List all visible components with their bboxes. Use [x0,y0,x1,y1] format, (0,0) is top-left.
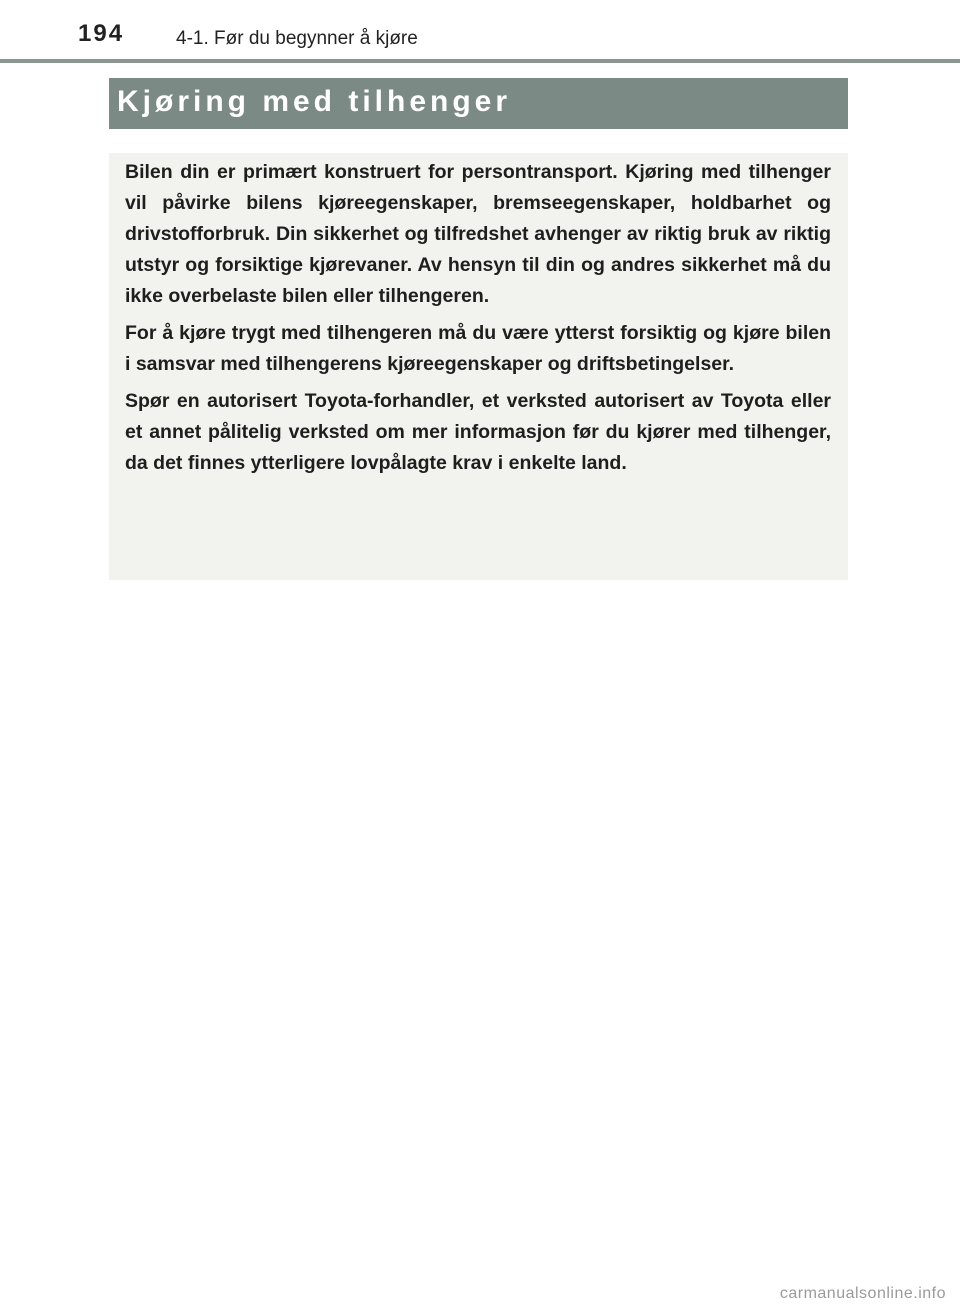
intro-paragraph: Bilen din er primært konstruert for persontransport. Kjøring med tilhenger vil påvirke bilens kjøreegenskaper, bremseegenskaper, holdbarhet og drivstofforbruk. Din sikkerhet og tilfredshet avhenger av riktig bruk av riktig utstyr og forsiktige kjørevaner. Av hensyn til din og andres sikkerhet må du ikke overbelaste bilen eller tilhengeren. [125,161,831,307]
section-reference: 4-1. Før du begynner å kjøre [176,28,418,49]
intro-box [109,153,848,580]
intro-paragraph: For å kjøre trygt med tilhengeren må du være ytterst forsiktig og kjøre bilen i samsvar med tilhengerens kjøreegenskaper og driftsbetingelser. [125,322,831,375]
section-title: Kjøring med tilhenger [117,85,512,118]
watermark: carmanualsonline.info [779,1285,946,1302]
header-divider [0,59,960,63]
page-number: 194 [78,20,125,47]
intro-paragraph: Spør en autorisert Toyota-forhandler, et verksted autorisert av Toyota eller et annet pålitelig verksted om mer informasjon før du kjører med tilhenger, da det finnes ytterligere lovpålagte krav i enkelte land. [125,390,831,474]
section-title-bar [109,78,848,129]
